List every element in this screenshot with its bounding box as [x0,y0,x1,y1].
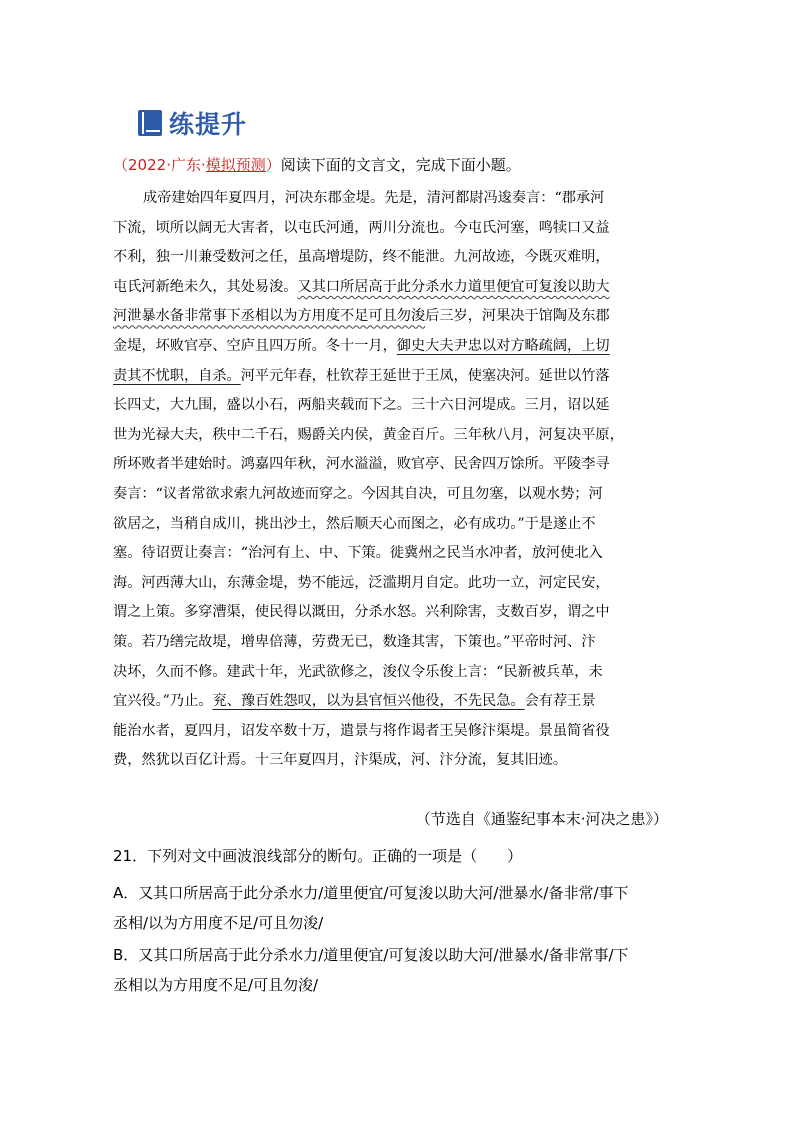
passage-line: 奏言：“议者常欲求索九河故迹而穿之。今因其自决，可且勿塞，以观水势；河 [113,485,603,502]
section-header [137,106,247,140]
instruction-text: 阅读下面的文言文，完成下面小题。 [280,156,521,174]
passage-line: 不利，独一川兼受数河之任，虽高增堤防，终不能泄。九河故迹，今既灭难明， [113,249,610,266]
underlined-text: 御史大夫尹忠以对方略疏阔，上切 [396,337,610,354]
passage-line: 责其不忧职，自杀。河平元年春，杜钦荐王延世于王凤，使塞决河。延世以竹落 [113,367,610,384]
passage-line: 所坏败者半建始时。鸿嘉四年秋，河水溢溢，败官亭、民舍四万馀所。平陵李寻 [113,456,610,473]
passage-line: 河泄暴水备非常事下丞相以为方用度不足可且勿浚后三岁，河果决于馆陶及东郡 [113,308,610,325]
underlined-text: 兖、豫百姓怨叹，以为县官恒兴他役，不先民急。 [212,693,525,710]
underlined-text: 责其不忧职，自杀。 [113,367,241,384]
passage-line: 海。河西薄大山，东薄金堤，势不能远，泛滥期月自定。此功一立，河定民安， [113,574,610,591]
passage-line: 谓之上策。多穿漕渠，使民得以溉田，分杀水怒。兴利除害，支数百岁，谓之中 [113,604,610,621]
option-b-line: 丞相以为方用度不足/可且勿浚/ [113,976,319,994]
question-source-line [113,152,521,178]
source-tag: （2022·广东·模拟预测） [113,156,281,174]
passage-line: 屯氏河新绝未久，其处易浚。又其口所居高于此分杀水力道里便宜可复浚以助大 [113,278,610,295]
option-a-line: A．又其口所居高于此分杀水力/道里便宜/可复浚以助大河/泄暴水/备非常/事下 [113,884,629,902]
passage-line: 费，然犹以百亿计焉。十三年夏四月，汴渠成，河、汴分流，复其旧迹。 [113,752,568,769]
passage-line: 决坏，久而不修。建武十年，光武欲修之，浚仪令乐俊上言：“民新被兵革，未 [113,663,603,680]
passage-line: 策。若乃缮完故堤，增卑倍薄，劳费无已，数逢其害，下策也。”平帝时河、汴 [113,633,596,650]
passage-line: 世为光禄大夫，秩中二千石，赐爵关内侯，黄金百斤。三年秋八月，河复决平原， [113,426,624,443]
classical-passage [113,184,683,776]
passage-line: 下流，顷所以阔无大害者，以屯氏河通，两川分流也。今屯氏河塞，鸣犊口又益 [113,219,610,236]
option-a[interactable] [113,878,693,938]
passage-line: 长四丈，大九围，盛以小石，两船夹载而下之。三十六日河堤成。三月，诏以延 [113,397,610,414]
passage-line: 宜兴役。”乃止。兖、豫百姓怨叹，以为县官恒兴他役，不先民急。会有荐王景 [113,693,596,710]
passage-attribution: （节选自《通鉴纪事本末·河决之患》） [415,810,668,828]
passage-line: 金堤，坏败官亭、空庐且四万所。冬十一月，御史大夫尹忠以对方略疏阔，上切 [113,337,610,354]
passage-line: 成帝建始四年夏四月，河决东郡金堤。先是，清河都尉冯逡奏言：“郡承河 [143,190,605,206]
option-b[interactable] [113,940,693,1000]
passage-line: 塞。待诏贾让奏言：“治河有上、中、下策。徙冀州之民当水冲者，放河使北入 [113,545,603,562]
option-b-line: B．又其口所居高于此分杀水力/道里便宜/可复浚以助大河/泄暴水/备非常事/下 [113,946,629,964]
passage-line: 能治水者，夏四月，诏发卒数十万，遣景与将作谒者王吴修汴渠堤。景虽简省役 [113,722,610,739]
passage-line: 欲居之，当稍自成川，挑出沙土，然后顺天心而图之，必有成功。”于是遂止不 [113,515,596,532]
book-icon [137,109,163,137]
section-title: 练提升 [169,110,248,139]
wavy-underlined-text: 河泄暴水备非常事下丞相以为方用度不足可且勿浚 [113,308,426,325]
option-a-line: 丞相/以为方用度不足/可且勿浚/ [113,914,324,932]
wavy-underlined-text: 又其口所居高于此分杀水力道里便宜可复浚以助大 [297,278,610,295]
question-stem: 21．下列对文中画波浪线部分的断句。正确的一项是（ ） [113,847,523,865]
